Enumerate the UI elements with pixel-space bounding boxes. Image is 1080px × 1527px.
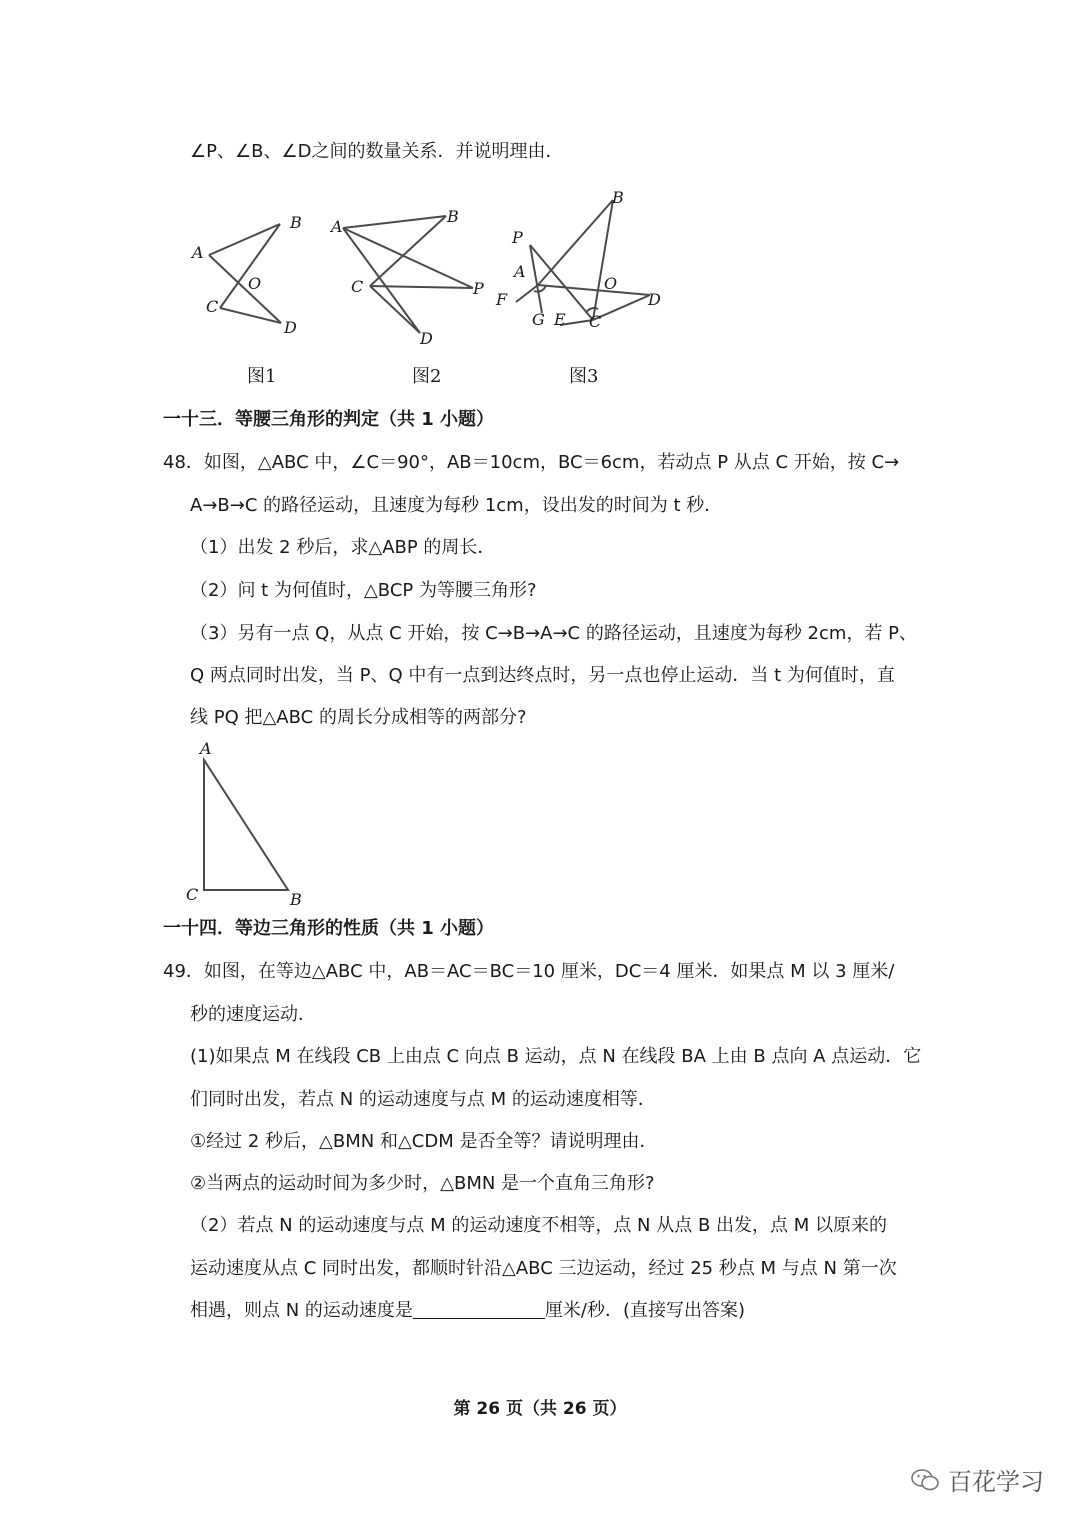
fig2-segment-cd — [370, 286, 420, 333]
right-triangle-figure — [180, 735, 320, 910]
q48-line-3: （1）出发 2 秒后，求△ABP 的周长． — [190, 537, 496, 558]
fig2-segment-ab — [343, 216, 446, 228]
q49-line-3: (1)如果点 M 在线段 CB 上由点 C 向点 B 运动，点 N 在线段 BA 上由 B 点向 A 点运动．它 — [190, 1046, 922, 1067]
fig1-label-a: A — [192, 243, 204, 262]
fig2-label-b: B — [447, 207, 459, 226]
q48-line-7: 线 PQ 把△ABC 的周长分成相等的两部分? — [190, 707, 527, 728]
q49-line-7: （2）若点 N 的运动速度与点 M 的运动速度不相等，点 N 从点 B 出发，点 M 以原来的 — [190, 1215, 888, 1236]
fig2-segment-bc — [370, 216, 446, 286]
fig3-segment-pg — [530, 245, 542, 313]
q48-line-5: （3）另有一点 Q，从点 C 开始，按 C→B→A→C 的路径运动，且速度为每秒 2cm，若 P、 — [190, 623, 918, 644]
q49-line-4: 们同时出发，若点 N 的运动速度与点 M 的运动速度相等． — [190, 1089, 656, 1110]
q49-line-2: 秒的速度运动． — [190, 1004, 316, 1025]
watermark-text: 百花学习 — [948, 1468, 1044, 1496]
fig3-label-o: O — [604, 274, 618, 293]
watermark — [910, 1462, 1044, 1497]
fig3-label-a: A — [514, 262, 526, 281]
triangle-abc — [204, 760, 288, 890]
wechat-icon — [910, 1468, 940, 1492]
q49-last-before: 相遇，则点 N 的运动速度是 — [190, 1300, 413, 1321]
fig1-label-c: C — [206, 297, 219, 316]
fig1-segment-ad — [209, 255, 281, 323]
fig3-segment-fa — [516, 285, 538, 302]
section-13-title: 一十三．等腰三角形的判定（共 1 小题） — [163, 409, 495, 430]
fig3-label-p: P — [512, 228, 523, 247]
answer-blank[interactable] — [413, 1300, 545, 1319]
fig3-label-b: B — [612, 188, 624, 207]
q48-line-2: A→B→C 的路径运动，且速度为每秒 1cm，设出发的时间为 t 秒． — [190, 495, 723, 516]
q48-line-1: 48．如图，△ABC 中，∠C＝90°，AB＝10cm，BC＝6cm，若动点 P 从点 C 开始，按 C→ — [163, 452, 900, 473]
fig3-caption: 图3 — [569, 366, 599, 387]
fig3-segment-cd — [593, 295, 650, 320]
fig3-label-e: E — [554, 310, 566, 329]
fig2-caption: 图2 — [412, 366, 442, 387]
section-14-title: 一十四．等边三角形的性质（共 1 小题） — [163, 918, 495, 939]
fig2-label-p: P — [473, 279, 484, 298]
fig3-label-c: C — [589, 312, 602, 331]
q49-line-8: 运动速度从点 C 同时出发，都顺时针沿△ABC 三边运动，经过 25 秒点 M 与点 N 第一次 — [190, 1258, 897, 1279]
fig1-caption: 图1 — [247, 366, 277, 387]
fig3-segment-ad — [538, 285, 650, 295]
fig3-label-f: F — [496, 290, 508, 309]
tri-label-b: B — [290, 890, 302, 909]
q49-last-after: 厘米/秒．(直接写出答案) — [544, 1300, 746, 1321]
fig1-label-d: D — [284, 318, 297, 337]
q48-line-6: Q 两点同时出发，当 P、Q 中有一点到达终点时，另一点也停止运动．当 t 为何值时，直 — [190, 665, 895, 686]
tri-label-c: C — [186, 885, 199, 904]
q48-line-4: （2）问 t 为何值时，△BCP 为等腰三角形? — [190, 580, 537, 601]
figure-3 — [490, 185, 680, 335]
fig1-label-b: B — [290, 213, 302, 232]
fig2-label-d: D — [420, 329, 433, 348]
page-footer: 第 26 页（共 26 页） — [453, 1399, 627, 1419]
q49-line-5: ①经过 2 秒后，△BMN 和△CDM 是否全等？请说明理由． — [190, 1131, 658, 1152]
figure-2 — [325, 200, 495, 350]
tri-label-a: A — [200, 739, 212, 758]
fig3-label-d: D — [648, 290, 661, 309]
fig2-label-c: C — [351, 277, 364, 296]
q49-line-1: 49．如图，在等边△ABC 中，AB＝AC＝BC＝10 厘米，DC＝4 厘米．如果点 M 以 3 厘米/ — [163, 961, 895, 982]
intro-line: ∠P、∠B、∠D之间的数量关系．并说明理由． — [190, 141, 564, 162]
fig2-label-a: A — [331, 217, 343, 236]
figure-1 — [180, 205, 320, 345]
q49-line-6: ②当两点的运动时间为多少时，△BMN 是一个直角三角形? — [190, 1173, 655, 1194]
fig1-label-o: O — [248, 274, 262, 293]
fig3-label-g: G — [532, 310, 545, 329]
q49-line-9 — [190, 1299, 745, 1323]
